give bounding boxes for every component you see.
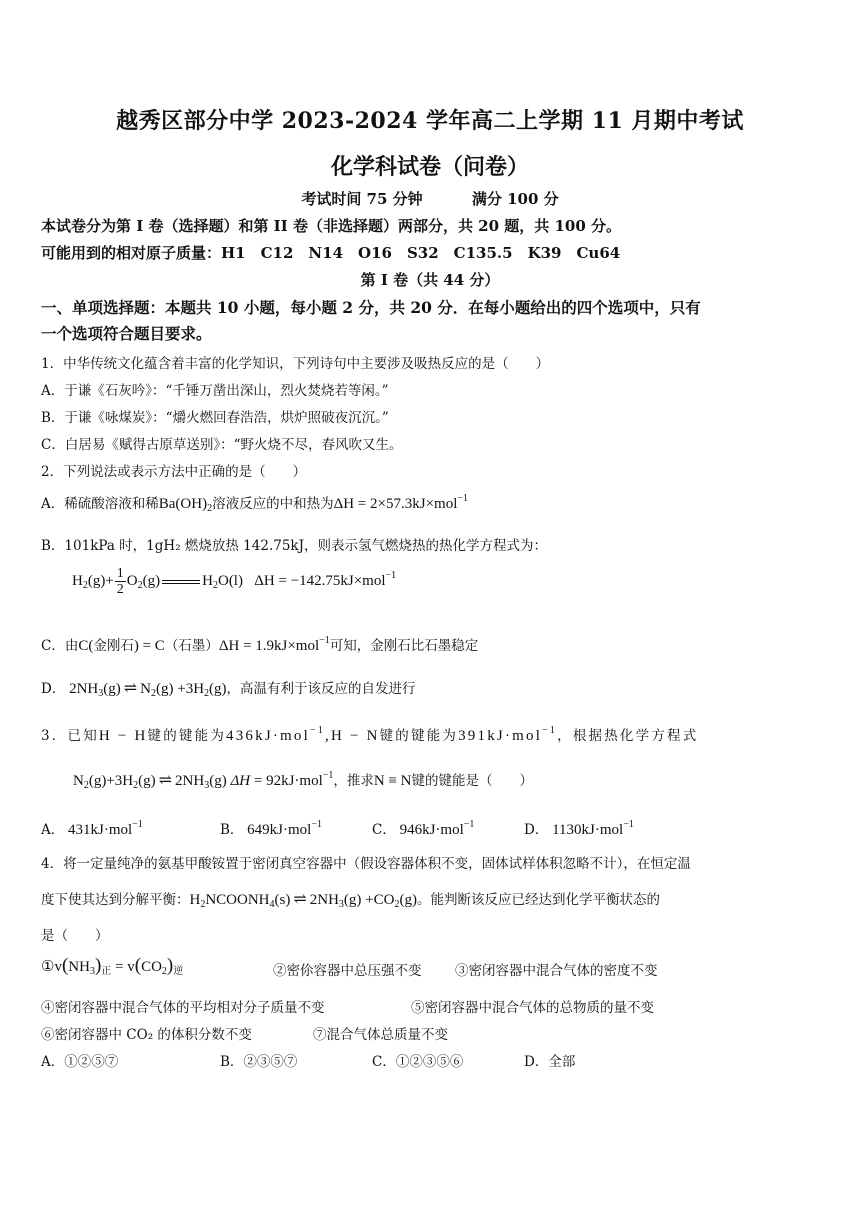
exam-title: 越秀区部分中学 2023-2024 学年高二上学期 11 月期中考试 — [116, 108, 744, 134]
q4-line2: 度下使其达到分解平衡：$H_2NCOONH_4(s)$ ⇌ $2NH_3(g) +CO_2(g)$。能判断该反应已经达到化学平衡状态的 — [41, 891, 660, 910]
part-one-heading: 第 I 卷（共 44 分） — [360, 271, 500, 289]
q1-option-b: B．于谦《咏煤炭》：“爝火燃回春浩浩，烘炉照破夜沉沉。” — [41, 410, 389, 426]
q1-option-a: A．于谦《石灰吟》：“千锤万凿出深山，烈火焚烧若等闲。” — [41, 383, 389, 399]
exam-time: 考试时间 75 分钟 — [301, 190, 423, 208]
q4-statement-1: $①v(NH_3)_正 = v(CO_2)_逆$ — [41, 955, 184, 977]
q3-option-c: C． 946kJ·mol$^{-1}$ — [372, 819, 475, 838]
exam-score: 满分 100 分 — [471, 190, 559, 208]
q2-option-c: C．由C(金刚石) = C（石墨）ΔH = 1.9kJ×mol$^{-1}$可知，金刚石比石墨稳定 — [41, 635, 479, 654]
q3-option-b: B． 649kJ·mol$^{-1}$ — [220, 819, 322, 838]
q4-statement-2: ②密伱容器中总压强不变 — [273, 963, 422, 979]
q3-line2: $N_2(g)+3H_2(g)$ ⇌ $2NH_3(g) \Delta H = 92kJ\cdot mol^{-1}$，推求N ≡ N键的键能是（ ） — [73, 770, 534, 791]
section-heading-line2: 一个选项符合题目要求。 — [41, 324, 212, 343]
exam-info — [0, 188, 860, 209]
q4-statement-6: ⑥密闭容器中 CO₂ 的体积分数不变 — [41, 1027, 252, 1043]
q4-line3: 是（ ） — [41, 928, 109, 944]
q3-option-d: D． 1130kJ·mol$^{-1}$ — [524, 819, 634, 838]
q3-option-a: A． 431kJ·mol$^{-1}$ — [41, 819, 143, 838]
q4-statement-7: ⑦混合气体总质量不变 — [313, 1027, 448, 1043]
q2-option-b: B．101kPa 时，1gH₂ 燃烧放热 142.75kJ，则表示氢气燃烧热的热化学方程式为： — [41, 538, 548, 554]
q2-option-d: D． $2NH_3(g)$ ⇌ $N_2(g) +3H_2(g)$，高温有利于该反应的自发进行 — [41, 680, 416, 699]
q4-statement-4: ④密闭容器中混合气体的平均相对分子质量不变 — [41, 1000, 325, 1016]
q4-option-c: C．①②③⑤⑥ — [372, 1054, 464, 1070]
q2-stem: 2．下列说法或表示方法中正确的是（ ） — [41, 464, 307, 480]
q1-stem: 1．中华传统文化蕴含着丰富的化学知识，下列诗句中主要涉及吸热反应的是（ ） — [41, 356, 550, 372]
q4-option-a: A．①②⑤⑦ — [41, 1054, 119, 1070]
q2-equation-b: $H_2(g)+$ $\frac{1}{2}$ $O_2(g)$ $H_2O(l) \Delta H = -142.75kJ\times mol^{-1}$ — [72, 566, 397, 597]
q4-statement-5: ⑤密闭容器中混合气体的总物质的量不变 — [411, 1000, 654, 1016]
section-heading-line1: 一、单项选择题：本题共 10 小题，每小题 2 分，共 20 分．在每小题给出的四个选项中，只有 — [41, 298, 701, 317]
exam-structure: 本试卷分为第 I 卷（选择题）和第 II 卷（非选择题）两部分，共 20 题，共 100 分。 — [41, 217, 622, 235]
q4-option-d: D．全部 — [524, 1054, 576, 1070]
q1-option-c: C．白居易《赋得古原草送别》：“野火烧不尽，春风吹又生。 — [41, 437, 403, 453]
q4-line1: 4．将一定量纯净的氨基甲酸铵置于密闭真空容器中（假设容器体积不变，固体试样体积忽略不计），在恒定温 — [41, 856, 691, 872]
q4-option-b: B．②③⑤⑦ — [220, 1054, 298, 1070]
exam-subtitle: 化学科试卷（问卷） — [330, 154, 529, 180]
atomic-masses: 可能用到的相对原子质量：H1 C12 N14 O16 S32 C135.5 K39 Cu64 — [41, 244, 621, 262]
q3-line1: 3．已知H − H键的键能为436kJ·mol$^{-1}$,H − N键的键能为391kJ·mol$^{-1}$，根据热化学方程式 — [41, 725, 699, 744]
q4-statement-3: ③密闭容器中混合气体的密度不变 — [455, 963, 658, 979]
q2-option-a: A．稀硫酸溶液和稀$Ba(OH)_2$溶液反应的中和热为ΔH = 2×57.3kJ×mol$^{-1}$ — [41, 493, 468, 514]
